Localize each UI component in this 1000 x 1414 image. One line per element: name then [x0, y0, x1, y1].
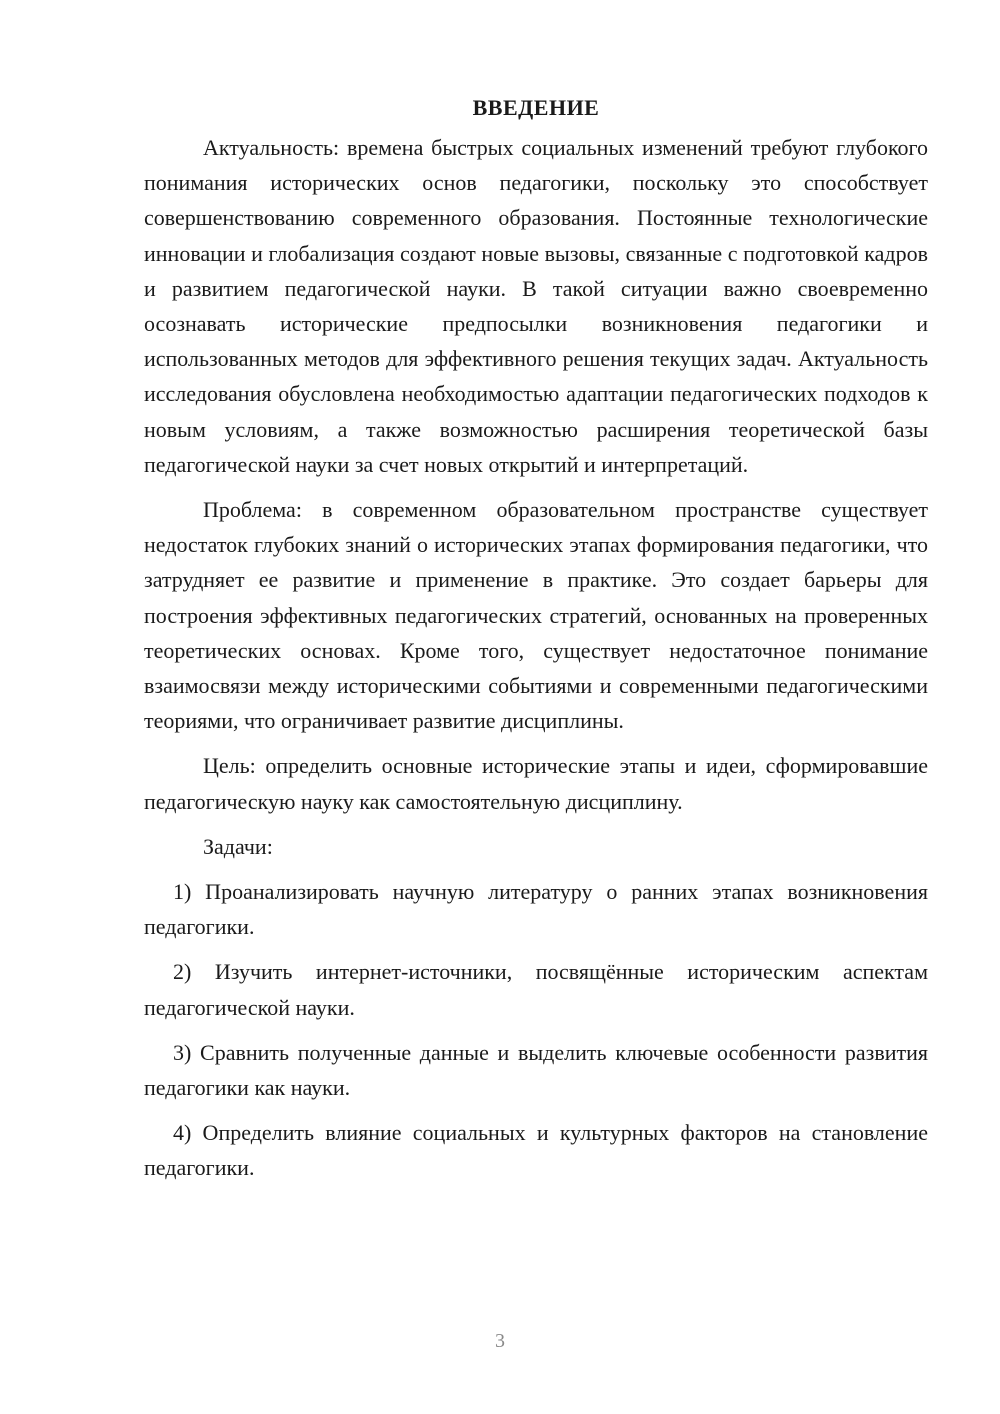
task-item-3: 3) Сравнить полученные данные и выделить ключевые особенности развития педагогики как науки.: [144, 1039, 928, 1101]
section-title: ВВЕДЕНИЕ: [472, 95, 600, 120]
relevance-paragraph: Актуальность: времена быстрых социальных изменений требуют глубокого понимания исторических основ педагогики, поскольку это способствует совершенствованию современного образования. Постоянные технологические инновации и глобализация создают новые вызовы, связанные с подготовкой кадров и развитием педагогической науки. В такой ситуации важно своевременно осознавать исторические предпосылки возникновения педагогики и использованных методов для эффективного решения текущих задач. Актуальность исследования обусловлена необходимостью адаптации педагогических подходов к новым условиям, а также возможностью расширения теоретической базы педагогической науки за счет новых открытий и интерпретаций.: [144, 135, 928, 477]
page-number: 3: [495, 1330, 505, 1352]
tasks-heading: Задачи:: [203, 833, 273, 859]
document-page: [144, 92, 928, 1196]
task-item-4: 4) Определить влияние социальных и культурных факторов на становление педагогики.: [144, 1120, 928, 1181]
task-item-1: 1) Проанализировать научную литературу о ранних этапах возникновения педагогики.: [144, 879, 928, 940]
problem-paragraph: Проблема: в современном образовательном пространстве существует недостаток глубоких знаний о исторических этапах формирования педагогики, что затрудняет ее развитие и применение в практике. Это создает барьеры для построения эффективных педагогических стратегий, основанных на проверенных теоретических основах. Кроме того, существует недостаточное понимание взаимосвязи между историческими событиями и современными педагогическими теориями, что ограничивает развитие дисциплины.: [144, 497, 928, 734]
goal-paragraph: Цель: определить основные исторические этапы и идеи, сформировавшие педагогическую науку как самостоятельную дисциплину.: [144, 753, 928, 814]
task-item-2: 2) Изучить интернет-источники, посвящённые историческим аспектам педагогической науки.: [144, 959, 928, 1020]
